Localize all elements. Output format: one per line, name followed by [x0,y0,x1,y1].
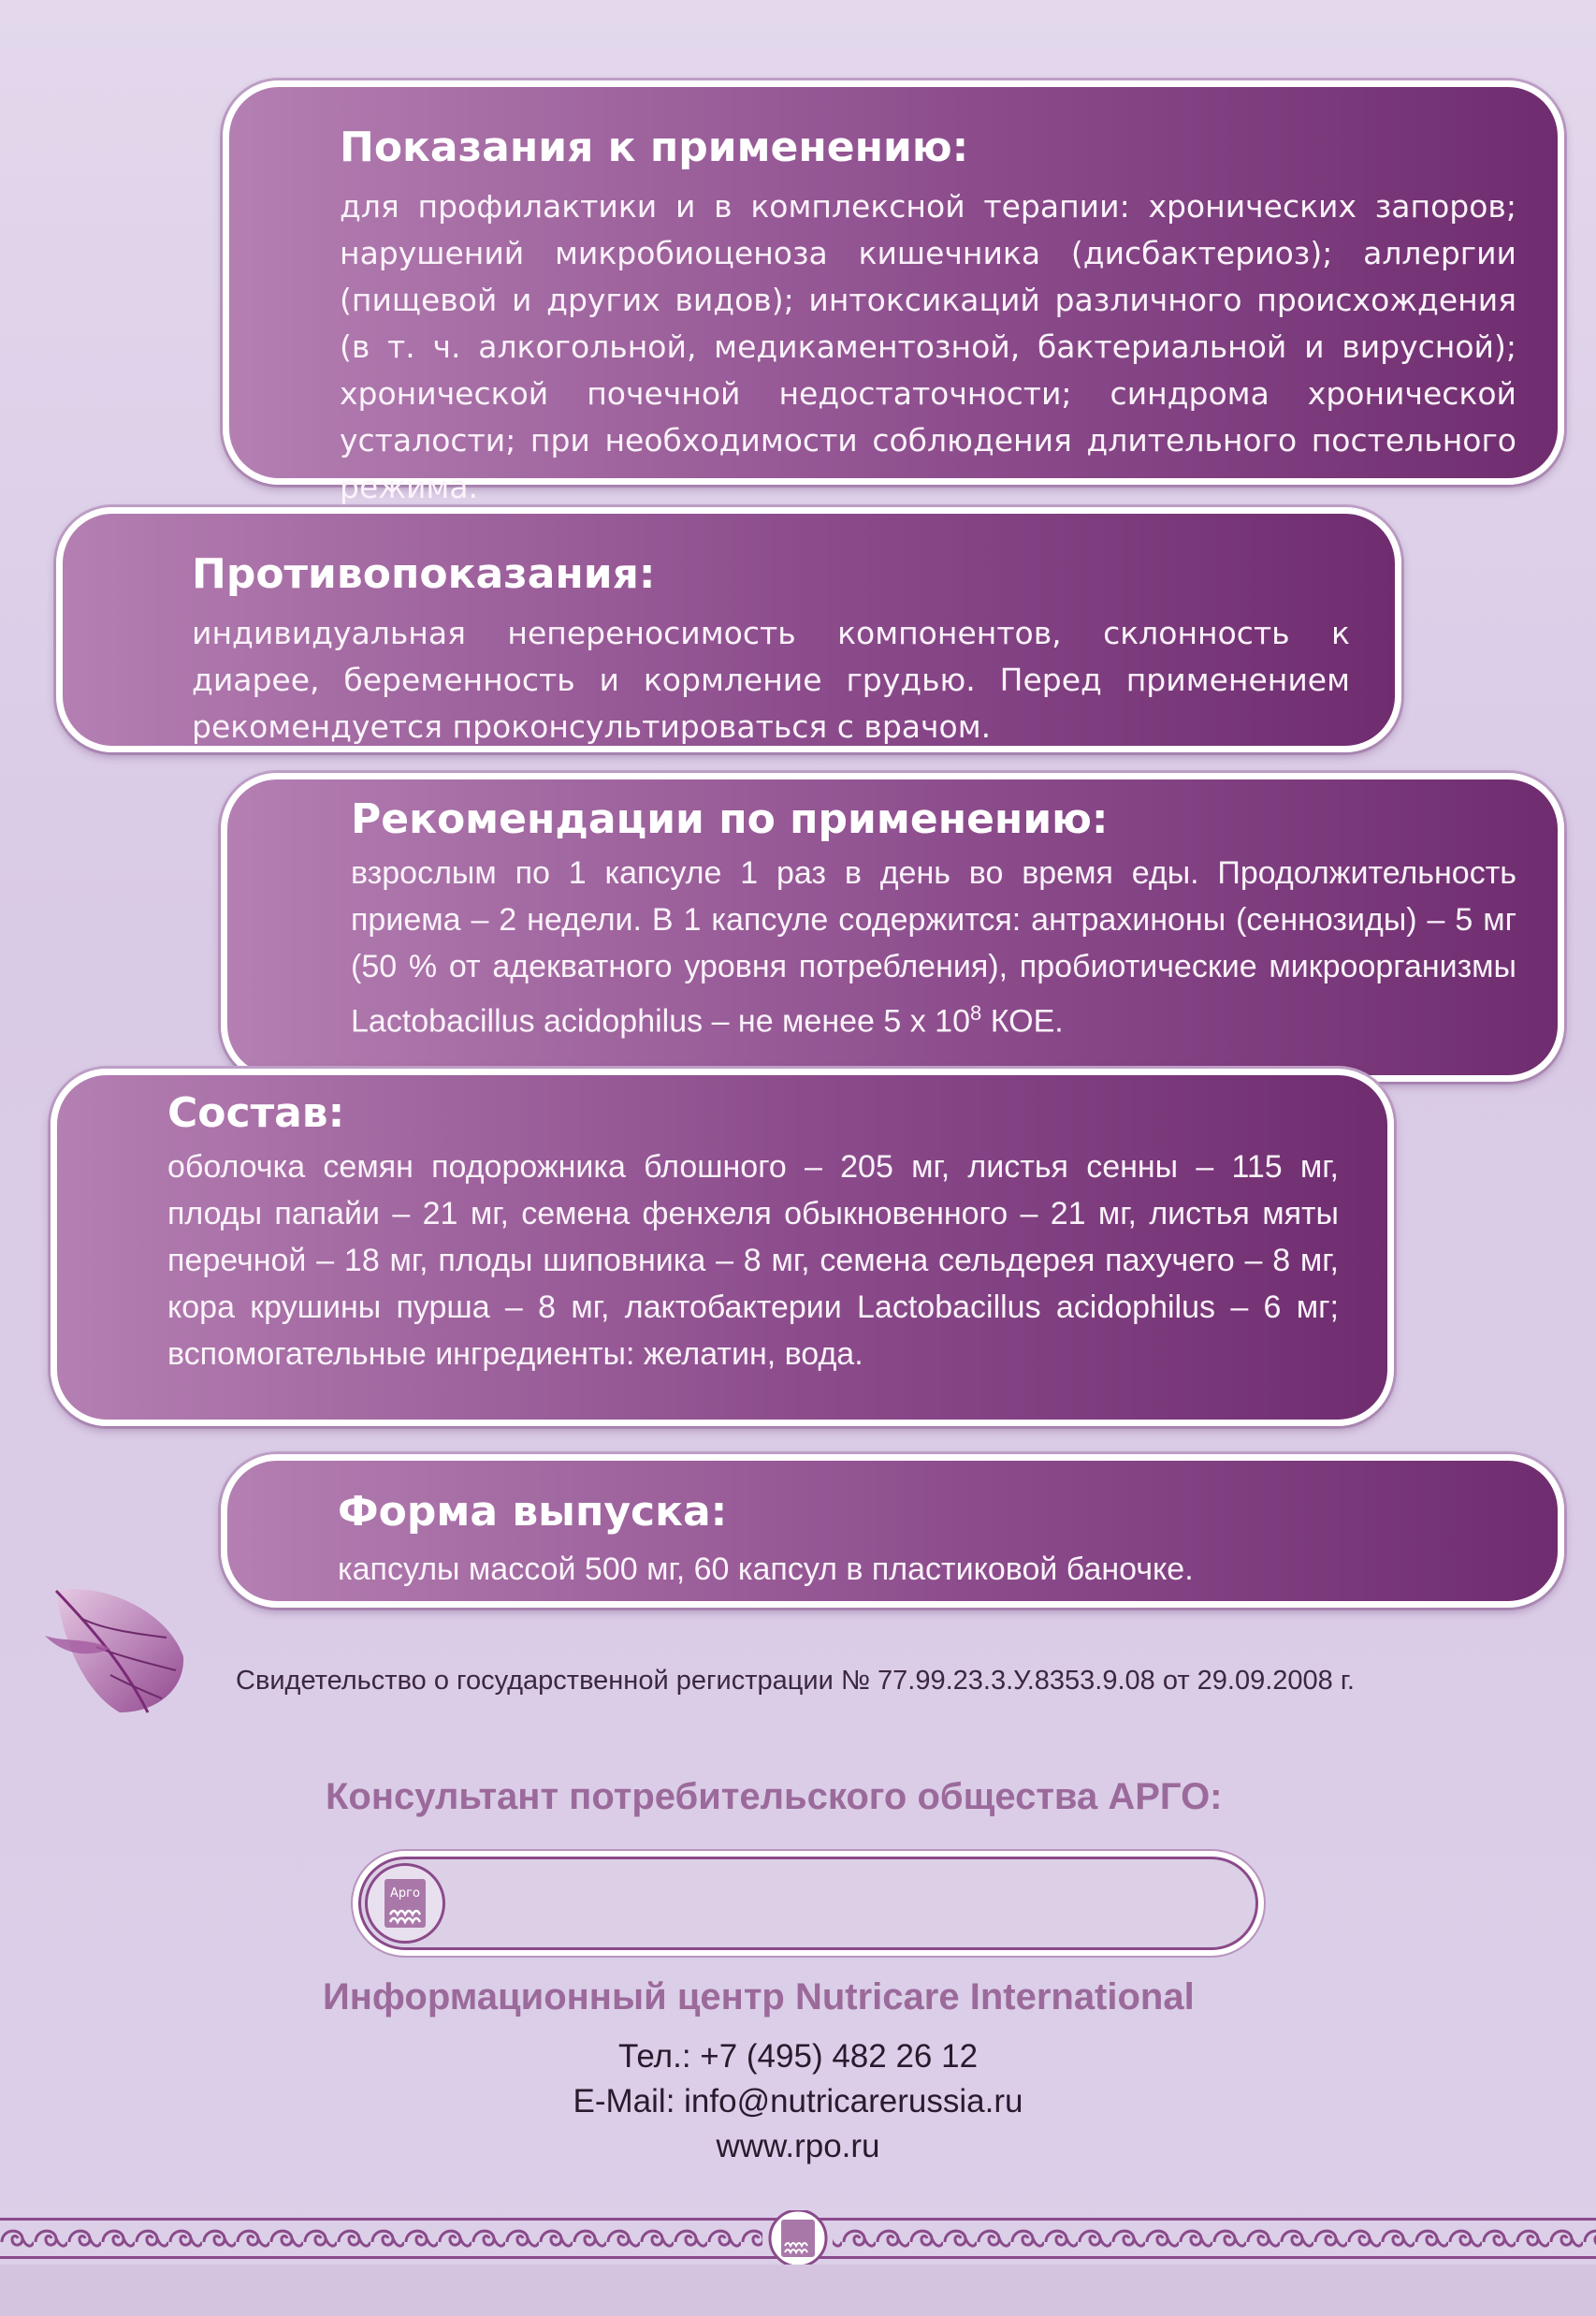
composition-text: оболочка семян подорожника блошного – 205 мг, листья сенны – 115 мг, плоды папайи – 21 мг, семена фенхеля обыкновенного – 21 мг, листья мяты перечной – 18 мг, плоды шиповника – 8 мг, семена сельдерея пахучего – 8 мг, кора крушины пурша – 8 мг, лактобактерии Lactobacillus acidophilus – 6 мг; вспомогательные ингредиенты: желатин, вода. [167,1148,1339,1372]
recommendations-text [351,850,1516,1044]
release-form-title: Форма выпуска: [338,1488,728,1536]
consultant-heading: Консультант потребительского общества АРГО: [326,1776,1223,1817]
release-form-text: капсулы массой 500 мг, 60 капсул в пластиковой баночке. [338,1551,1194,1587]
contraindications-text: индивидуальная непереносимость компонентов, склонность к диарее, беременность и кормление грудью. Перед применением рекомендуется проконсультироваться с врачом. [192,614,1350,745]
consultant-field [358,1857,1258,1950]
email-link[interactable]: E-Mail: info@nutricarerussia.ru [573,2083,1023,2119]
argo-logo [365,1863,445,1944]
ornamental-border [0,2210,1596,2265]
info-center-heading: Информационный центр Nutricare International [323,1976,1195,2017]
indications-text: для профилактики и в комплексной терапии: хронических запоров; нарушений микробиоценоза кишечника (дисбактериоз); аллергии (пищевой и других видов); интоксикаций различного происхождения (в т. ч. алкогольной, медикаментозной, бактериальной и вирусной); хронической почечной недостаточности; синдрома хронической усталости; при необходимости соблюдения длительного постельного режима. [340,187,1516,505]
composition-panel [51,1069,1394,1426]
indications-panel [223,80,1564,505]
website-link[interactable]: www.rpo.ru [716,2128,880,2164]
contraindications-panel [56,507,1401,752]
phone-text: Тел.: +7 (495) 482 26 12 [617,2038,979,2075]
recommendations-title: Рекомендации по применению: [351,795,1109,843]
recommendations-text-main: взрослым по 1 капсуле 1 раз в день во время еды. Продолжительность приема – 2 недели. В 1 капсуле содержится: антрахиноны (сеннозиды) – 5 мг (50 % от адекватного уровня потребления), пробиотические микроорганизмы Lactobacillus acidophilus – не менее 5 x 10 [351,854,1516,1039]
registration-certificate: Свидетельство о государственной регистрации № 77.99.23.3.У.8353.9.08 от 29.09.2008 г. [236,1666,1355,1696]
indications-title: Показания к применению: [340,124,969,171]
footer-bar [0,2265,1596,2316]
composition-title: Состав: [167,1089,345,1137]
release-form-panel [221,1454,1564,1608]
leaf-icon [45,1581,195,1722]
recommendations-panel [221,773,1564,1082]
recommendations-text-end: КОЕ. [981,1002,1064,1039]
recommendations-exponent: 8 [970,1000,982,1025]
contraindications-title: Противопоказания: [192,550,656,598]
contacts-block [0,2034,1596,2169]
argo-logo-text: Apгo [390,1886,420,1901]
